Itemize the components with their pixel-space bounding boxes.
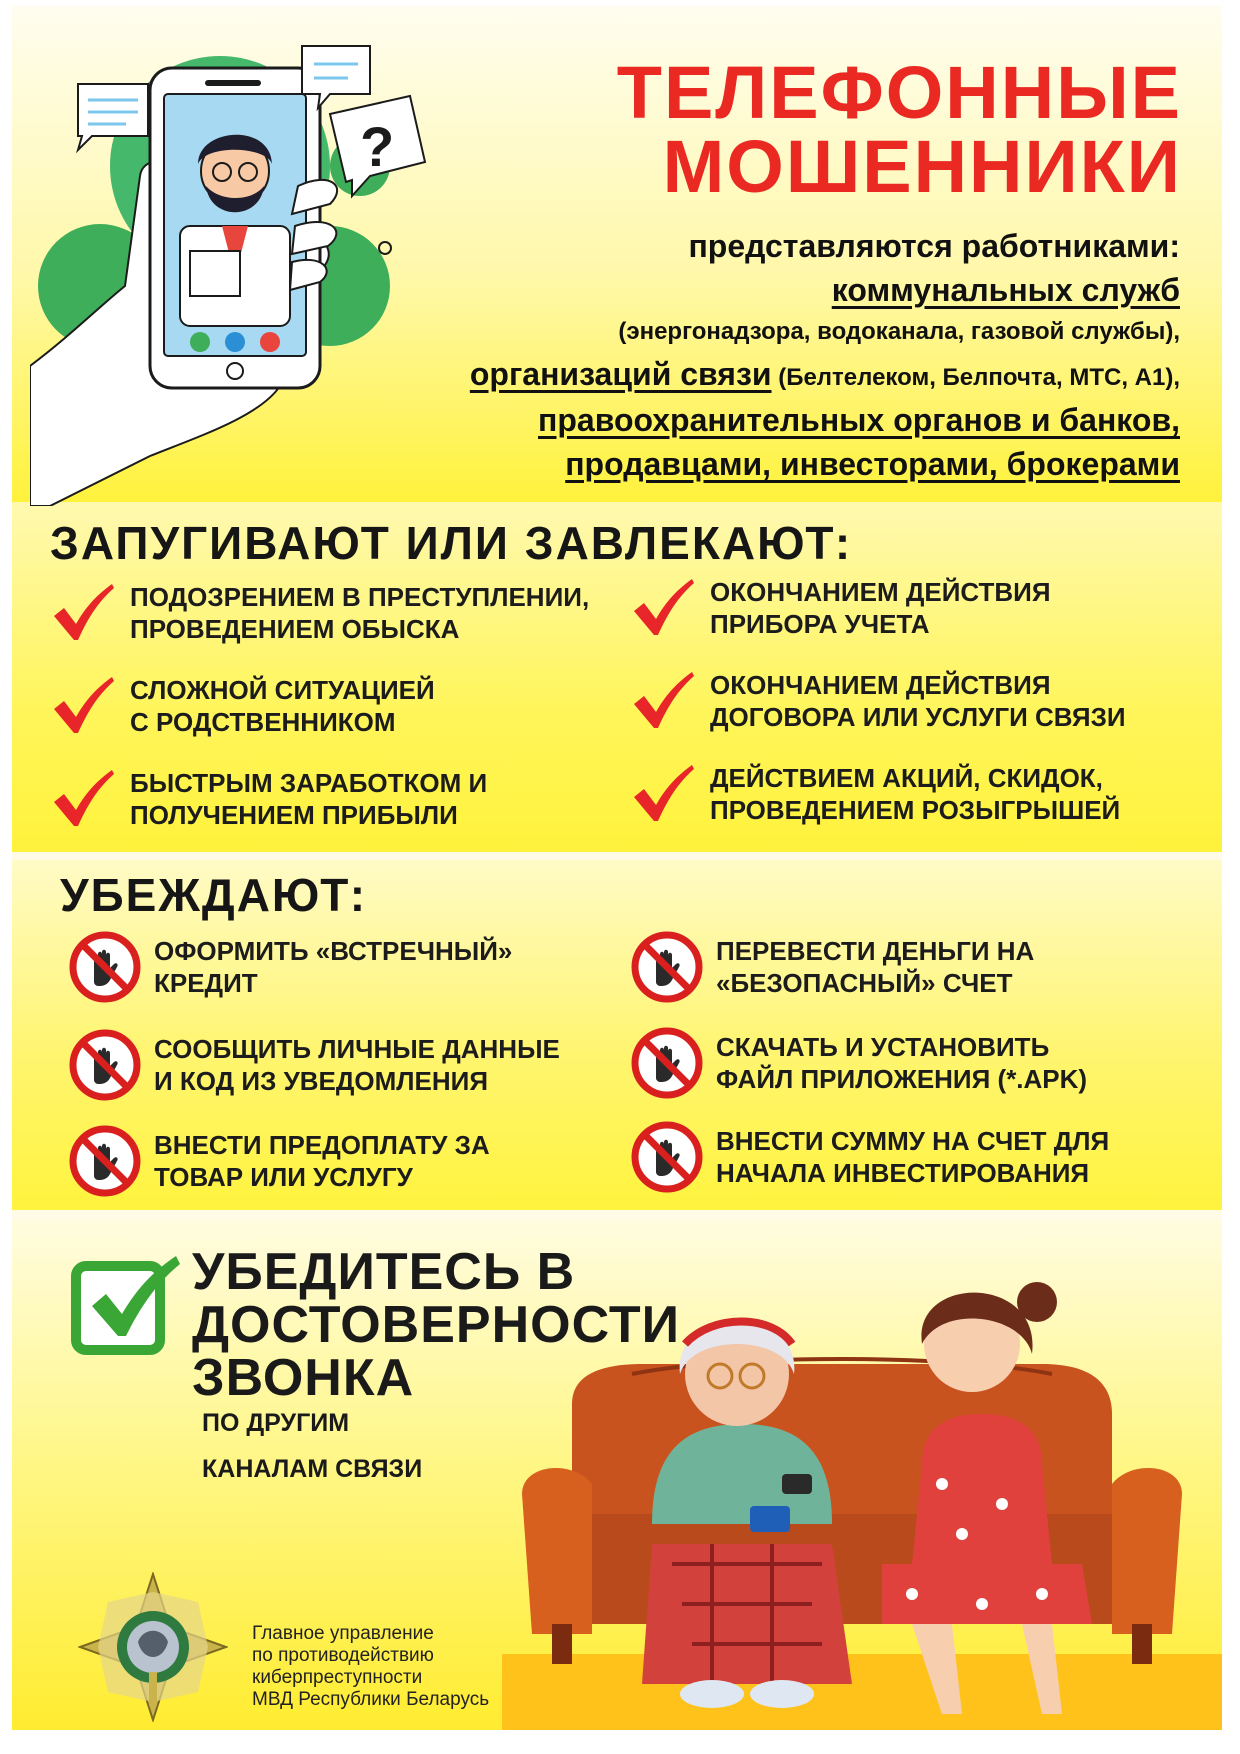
stop-hand-icon [68,930,142,1004]
verify-subtitle [202,1400,422,1492]
scare-item-line-1: БЫСТРЫМ ЗАРАБОТКОМ И [130,768,488,798]
persuade-item-line-2: «БЕЗОПАСНЫЙ» СЧЕТ [716,968,1013,998]
scare-item-line-1: ПОДОЗРЕНИЕМ В ПРЕСТУПЛЕНИИ, [130,582,590,612]
intro-text [312,224,1180,486]
scare-item-line-1: ОКОНЧАНИЕМ ДЕЙСТВИЯ [710,670,1051,700]
org-line-2: по противодействию [252,1645,434,1666]
persuade-item-line-1: ВНЕСТИ ПРЕДОПЛАТУ ЗА [154,1130,490,1160]
intro-line-4 [312,352,1180,398]
scare-item-line-2: ПРОВЕДЕНИЕМ РОЗЫГРЫШЕЙ [710,795,1121,825]
check-mark-icon [50,768,116,830]
intro-line-3: (энергонадзора, водоканала, газовой службы), [618,318,1180,345]
intro-line-4-underlined: организаций связи [469,356,772,392]
grandmother-granddaughter-sofa-illustration [482,1264,1222,1730]
stop-hand-icon [68,1028,142,1102]
persuade-item-line-1: СООБЩИТЬ ЛИЧНЫЕ ДАННЫЕ [154,1034,560,1064]
intro-line-4-rest: (Белтелеком, Белпочта, МТС, А1), [771,364,1180,391]
check-mark-icon [50,675,116,737]
check-mark-icon [630,670,696,732]
persuade-item-line-1: ОФОРМИТЬ «ВСТРЕЧНЫЙ» [154,936,513,966]
org-line-3: киберпреступности [252,1667,423,1688]
mvd-emblem [78,1572,228,1722]
persuade-item-line-1: СКАЧАТЬ И УСТАНОВИТЬ [716,1032,1050,1062]
scare-item [630,576,1051,640]
persuade-item [68,930,512,1004]
verify-line-2: ДОСТОВЕРНОСТИ [192,1296,680,1354]
scare-item [630,762,1120,826]
stop-hand-icon [630,930,704,1004]
title-line-2: МОШЕННИКИ [662,125,1182,208]
check-mark-icon [630,763,696,825]
scare-item-line-2: ДОГОВОРА ИЛИ УСЛУГИ СВЯЗИ [710,702,1126,732]
org-line-1: Главное управление [252,1623,434,1644]
scare-item [50,581,589,645]
persuade-heading: УБЕЖДАЮТ: [60,869,368,921]
persuade-item [68,1028,560,1102]
stop-hand-icon [630,1120,704,1194]
scare-item-line-2: ПРОВЕДЕНИЕМ ОБЫСКА [130,614,460,644]
scare-item [630,669,1126,733]
persuade-item-line-2: ТОВАР ИЛИ УСЛУГУ [154,1162,413,1192]
checked-box-icon [70,1254,182,1356]
intro-line-1: представляются работниками: [688,228,1180,264]
scare-item-line-1: СЛОЖНОЙ СИТУАЦИЕЙ [130,675,435,705]
persuade-item [630,1120,1109,1194]
intro-line-2: коммунальных служб [831,272,1180,308]
svg-text:?: ? [360,115,395,178]
persuade-item-line-2: И КОД ИЗ УВЕДОМЛЕНИЯ [154,1066,489,1096]
org-line-4: МВД Республики Беларусь [252,1689,490,1710]
persuade-item [630,930,1034,1004]
scare-item-line-2: С РОДСТВЕННИКОМ [130,707,396,737]
verify-line-1: УБЕДИТЕСЬ В [192,1243,576,1301]
intro-line-5: правоохранительных органов и банков, [538,402,1180,438]
title-line-1: ТЕЛЕФОННЫЕ [616,51,1182,134]
page-title [482,51,1182,208]
persuade-item-line-1: ВНЕСТИ СУММУ НА СЧЕТ ДЛЯ [716,1126,1110,1156]
scare-heading: ЗАПУГИВАЮТ ИЛИ ЗАВЛЕКАЮТ: [50,517,853,569]
scare-item [50,767,487,831]
verify-line-3: ЗВОНКА [192,1349,415,1407]
scare-item-line-2: ПРИБОРА УЧЕТА [710,609,930,639]
intro-line-6: продавцами, инвесторами, брокерами [565,446,1180,482]
persuade-item-line-2: КРЕДИТ [154,968,258,998]
check-mark-icon [50,582,116,644]
scare-item-line-2: ПОЛУЧЕНИЕМ ПРИБЫЛИ [130,800,458,830]
verify-sub-line-1: ПО ДРУГИМ [202,1409,350,1437]
organization-name [252,1623,489,1711]
persuade-item-line-2: ФАЙЛ ПРИЛОЖЕНИЯ (*.APK) [716,1064,1088,1094]
persuade-item [630,1026,1087,1100]
persuade-item-line-1: ПЕРЕВЕСТИ ДЕНЬГИ НА [716,936,1035,966]
scare-item [50,674,435,738]
poster [12,6,1222,1730]
verify-sub-line-2: КАНАЛАМ СВЯЗИ [202,1455,423,1483]
check-mark-icon [630,577,696,639]
section-divider [12,1210,1222,1220]
stop-hand-icon [68,1124,142,1198]
persuade-item-line-2: НАЧАЛА ИНВЕСТИРОВАНИЯ [716,1158,1090,1188]
scare-item-line-1: ДЕЙСТВИЕМ АКЦИЙ, СКИДОК, [710,763,1103,793]
persuade-item [68,1124,490,1198]
scare-item-line-1: ОКОНЧАНИЕМ ДЕЙСТВИЯ [710,577,1051,607]
stop-hand-icon [630,1026,704,1100]
